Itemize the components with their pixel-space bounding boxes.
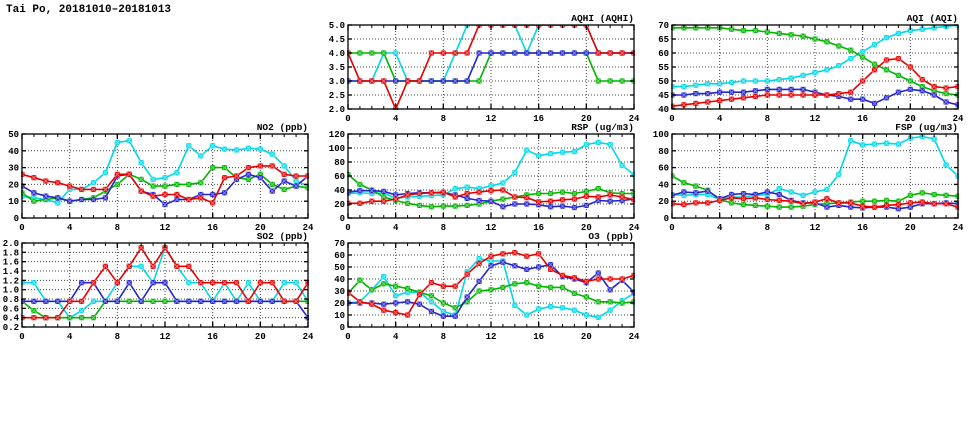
chart-no2: [0, 120, 318, 236]
o3-y-tick-label: 20: [334, 299, 345, 309]
so2-x-tick-label: 8: [114, 332, 121, 342]
rsp-series-group: [345, 140, 636, 210]
rsp-x-tick-label: 4: [392, 223, 399, 233]
fsp-x-tick-label: 16: [857, 223, 869, 233]
rsp-x-tick-label: 20: [580, 223, 592, 233]
aqi-y-tick-label: 55: [658, 63, 669, 73]
rsp-y-tick-label: 60: [334, 172, 345, 182]
aqi-x-tick-label: 20: [904, 114, 916, 124]
chart-o3: [322, 229, 644, 345]
fsp-x-tick-label: 12: [809, 223, 821, 233]
rsp-x-tick-label: 0: [345, 223, 351, 233]
aqhi-y-tick-label: 3.5: [328, 63, 345, 73]
fsp-y-tick-label: 40: [658, 180, 669, 191]
aqi-y-tick-label: 45: [658, 91, 669, 101]
fsp-y-tick-label: 80: [658, 146, 669, 157]
rsp-y-tick-label: 0: [339, 214, 345, 224]
aqi-y-tick-label: 60: [658, 49, 669, 59]
fsp-x-tick-label: 8: [764, 223, 771, 233]
fsp-chart-svg: [646, 120, 968, 236]
no2-y-tick-label: 0: [13, 214, 19, 224]
so2-x-tick-label: 20: [254, 332, 266, 342]
chart-so2: [0, 229, 318, 345]
aqi-y-tick-label: 65: [658, 35, 669, 45]
so2-y-tick-label: 0.6: [2, 304, 19, 315]
aqhi-x-tick-label: 20: [580, 114, 592, 124]
o3-x-tick-label: 20: [580, 332, 592, 342]
aqhi-chart-svg: [322, 11, 644, 127]
o3-y-tick-label: 70: [334, 239, 345, 249]
so2-series-group: [19, 245, 310, 320]
rsp-y-tick-label: 80: [334, 158, 345, 168]
so2-y-tick-label: 1.8: [2, 248, 19, 259]
rsp-y-tick-label: 40: [334, 186, 345, 196]
aqi-x-tick-label: 0: [669, 114, 675, 124]
so2-x-tick-label: 0: [19, 332, 25, 342]
o3-x-tick-label: 24: [628, 332, 640, 342]
aqhi-y-tick-label: 4.0: [328, 49, 345, 59]
so2-x-tick-label: 4: [66, 332, 73, 342]
no2-chart-svg: [0, 120, 318, 236]
page-title: Tai Po, 20181010–20181013: [6, 4, 172, 16]
so2-chart-title: SO2 (ppb): [256, 231, 308, 242]
so2-y-tick-label: 1.0: [2, 285, 19, 296]
aqi-x-tick-label: 12: [809, 114, 821, 124]
so2-y-tick-label: 0.8: [2, 295, 19, 305]
no2-x-tick-label: 12: [159, 223, 171, 233]
so2-y-tick-label: 1.4: [2, 267, 19, 277]
rsp-x-tick-label: 12: [485, 223, 497, 233]
no2-x-tick-label: 4: [66, 223, 73, 233]
aqhi-x-tick-label: 0: [345, 114, 351, 124]
o3-x-tick-label: 4: [392, 332, 399, 342]
aqi-x-tick-label: 8: [764, 114, 771, 124]
aqhi-x-tick-label: 16: [533, 114, 545, 124]
aqi-chart-title: AQI (AQI): [906, 13, 958, 24]
aqhi-x-tick-label: 8: [440, 114, 447, 124]
aqi-x-tick-label: 16: [857, 114, 869, 124]
fsp-y-tick-label: 20: [658, 197, 669, 208]
aqi-chart-svg: [646, 11, 968, 127]
no2-x-tick-label: 24: [302, 223, 314, 233]
aqhi-chart-title: AQHI (AQHI): [571, 13, 634, 24]
rsp-y-tick-label: 20: [334, 200, 345, 210]
o3-y-tick-label: 10: [334, 311, 345, 321]
aqhi-y-tick-label: 2.0: [328, 105, 345, 115]
no2-series-group: [19, 138, 310, 207]
so2-y-tick-label: 2.0: [2, 239, 19, 249]
o3-y-tick-label: 50: [334, 263, 345, 273]
so2-x-tick-label: 16: [207, 332, 219, 342]
rsp-x-tick-label: 24: [628, 223, 640, 233]
fsp-x-tick-label: 20: [904, 223, 916, 233]
fsp-x-tick-label: 24: [952, 223, 964, 233]
aqhi-x-tick-label: 4: [392, 114, 399, 124]
o3-x-tick-label: 12: [485, 332, 497, 342]
rsp-x-tick-label: 8: [440, 223, 447, 233]
aqhi-y-tick-label: 2.5: [328, 91, 345, 101]
no2-x-tick-label: 20: [254, 223, 266, 233]
aqi-series-group: [669, 22, 960, 108]
so2-x-tick-label: 24: [302, 332, 314, 342]
o3-y-tick-label: 30: [334, 287, 345, 297]
o3-chart-svg: [322, 229, 644, 345]
o3-y-tick-label: 40: [334, 275, 345, 285]
aqhi-x-tick-label: 12: [485, 114, 497, 124]
fsp-chart-title: FSP (ug/m3): [895, 122, 958, 133]
aqi-x-tick-label: 24: [952, 114, 964, 124]
rsp-chart-svg: [322, 120, 644, 236]
no2-x-tick-label: 16: [207, 223, 219, 233]
rsp-chart-title: RSP (ug/m3): [571, 122, 634, 133]
so2-y-tick-label: 0.2: [2, 323, 19, 333]
o3-x-tick-label: 16: [533, 332, 545, 342]
rsp-x-tick-label: 16: [533, 223, 545, 233]
aqhi-y-tick-label: 3.0: [328, 77, 345, 87]
o3-chart-title: O3 (ppb): [588, 231, 634, 242]
aqi-y-tick-label: 40: [658, 105, 669, 115]
no2-y-tick-label: 50: [8, 130, 19, 140]
fsp-x-tick-label: 0: [669, 223, 675, 233]
o3-y-tick-label: 0: [339, 323, 345, 333]
aqi-y-tick-label: 70: [658, 21, 669, 31]
o3-x-tick-label: 8: [440, 332, 447, 342]
so2-y-tick-label: 1.6: [2, 257, 19, 268]
no2-x-tick-label: 0: [19, 223, 25, 233]
fsp-series-group: [669, 134, 960, 211]
fsp-y-tick-label: 0: [663, 214, 669, 224]
fsp-y-tick-label: 100: [652, 130, 669, 140]
fsp-y-tick-label: 60: [658, 163, 669, 174]
chart-aqi: [646, 11, 968, 127]
chart-fsp: [646, 120, 968, 236]
no2-y-tick-label: 40: [8, 146, 19, 157]
chart-rsp: [322, 120, 644, 236]
no2-y-tick-label: 30: [8, 163, 19, 174]
chart-aqhi: [322, 11, 644, 127]
rsp-y-tick-label: 100: [328, 144, 345, 154]
no2-chart-title: NO2 (ppb): [256, 122, 308, 133]
so2-y-tick-label: 0.4: [2, 313, 19, 324]
aqhi-y-tick-label: 5.0: [328, 21, 345, 31]
aqi-x-tick-label: 4: [716, 114, 723, 124]
so2-chart-svg: [0, 229, 318, 345]
no2-y-tick-label: 10: [8, 197, 19, 208]
o3-y-tick-label: 60: [334, 251, 345, 261]
no2-y-tick-label: 20: [8, 180, 19, 191]
so2-x-tick-label: 12: [159, 332, 171, 342]
aqhi-x-tick-label: 24: [628, 114, 640, 124]
rsp-y-tick-label: 120: [328, 130, 345, 140]
aqi-y-tick-label: 50: [658, 77, 669, 87]
no2-x-tick-label: 8: [114, 223, 121, 233]
o3-x-tick-label: 0: [345, 332, 351, 342]
aqhi-y-tick-label: 4.5: [328, 35, 345, 45]
fsp-x-tick-label: 4: [716, 223, 723, 233]
so2-y-tick-label: 1.2: [2, 276, 19, 287]
